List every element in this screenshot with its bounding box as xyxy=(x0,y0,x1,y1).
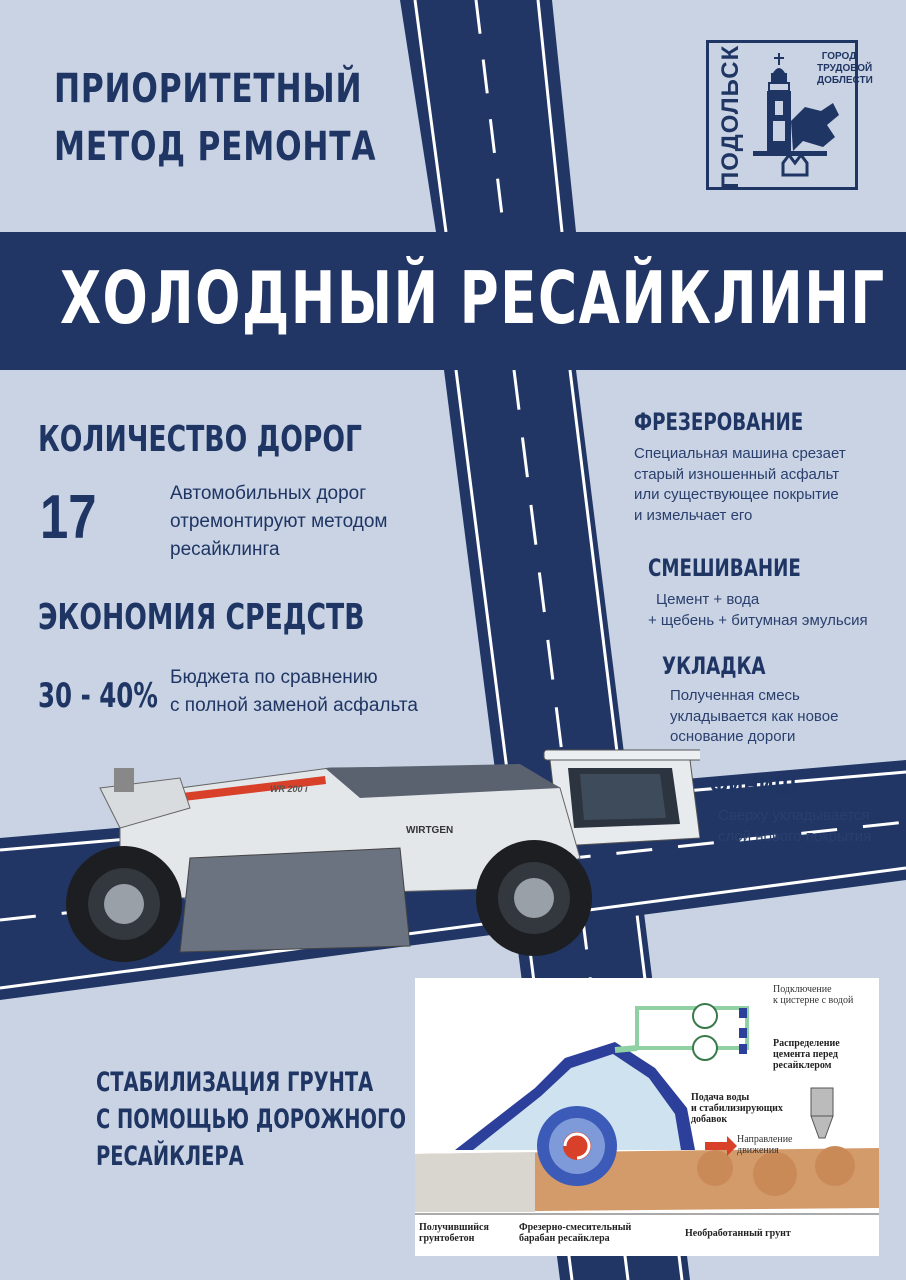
city-logo xyxy=(706,40,873,190)
roads-count: 17 xyxy=(40,483,97,552)
logo-emblem-icon xyxy=(743,51,853,187)
step-title: УКЛАДКА xyxy=(662,652,766,680)
roads-heading: КОЛИЧЕСТВО ДОРОГ xyxy=(38,419,363,460)
step-milling xyxy=(634,408,857,526)
diagram-label-soil-concrete: Получившийся грунтобетон xyxy=(419,1222,489,1244)
machine-brand: WIRTGEN xyxy=(406,825,454,836)
step-text: Цемент + вода + щебень + битумная эмульсия xyxy=(648,591,868,629)
recycler-diagram xyxy=(415,978,879,1256)
step-title: ФРЕЗЕРОВАНИЕ xyxy=(634,408,804,436)
logo-city-name: ПОДОЛЬСК xyxy=(717,44,744,189)
stabilization-caption: СТАБИЛИЗАЦИЯ ГРУНТА С ПОМОЩЬЮ ДОРОЖНОГО РЕСАЙКЛЕРА xyxy=(96,1067,407,1172)
diagram-label-direction: Направление движения xyxy=(737,1134,793,1156)
page-headline xyxy=(54,60,376,176)
headline-line-2: МЕТОД РЕМОНТА xyxy=(54,124,377,170)
step-laying xyxy=(662,652,838,748)
step-title: ФИНИШ xyxy=(710,772,797,800)
headline-line-1: ПРИОРИТЕТНЫЙ xyxy=(54,66,363,112)
machine-model: WR 200 i xyxy=(270,784,308,794)
step-text: Специальная машина срезает старый изношенный асфальт или существующее покрытие и измельчает его xyxy=(634,445,846,524)
savings-description: Бюджета по сравнению с полной заменой асфальта xyxy=(170,667,418,716)
step-finish xyxy=(710,772,871,847)
step-title: СМЕШИВАНИЕ xyxy=(648,554,801,582)
recycler-machine-image xyxy=(60,748,700,968)
step-text: Сверху укладывается слой нового покрытия xyxy=(718,807,872,845)
step-mixing xyxy=(648,554,868,631)
logo-motto: ГОРОД ТРУДОВОЙ ДОБЛЕСТИ xyxy=(817,51,873,86)
diagram-label-untreated-soil: Необработанный грунт xyxy=(685,1228,791,1239)
diagram-label-drum: Фрезерно-смесительный барабан ресайклера xyxy=(519,1222,632,1244)
diagram-label-water-connection: Подключение к цистерне с водой xyxy=(773,984,854,1006)
banner-title: ХОЛОДНЫЙ РЕСАЙКЛИНГ xyxy=(60,256,886,340)
roads-description: Автомобильных дорог отремонтируют методом ресайклинга xyxy=(170,483,388,560)
savings-heading: ЭКОНОМИЯ СРЕДСТВ xyxy=(38,597,365,638)
diagram-label-water-supply: Подача воды и стабилизирующих добавок xyxy=(691,1092,783,1125)
diagram-graphic xyxy=(415,978,879,1256)
savings-value: 30 - 40% xyxy=(38,676,158,716)
diagram-label-cement: Распределение цемента перед ресайклером xyxy=(773,1038,840,1071)
step-text: Полученная смесь укладывается как новое основание дороги xyxy=(670,687,839,745)
